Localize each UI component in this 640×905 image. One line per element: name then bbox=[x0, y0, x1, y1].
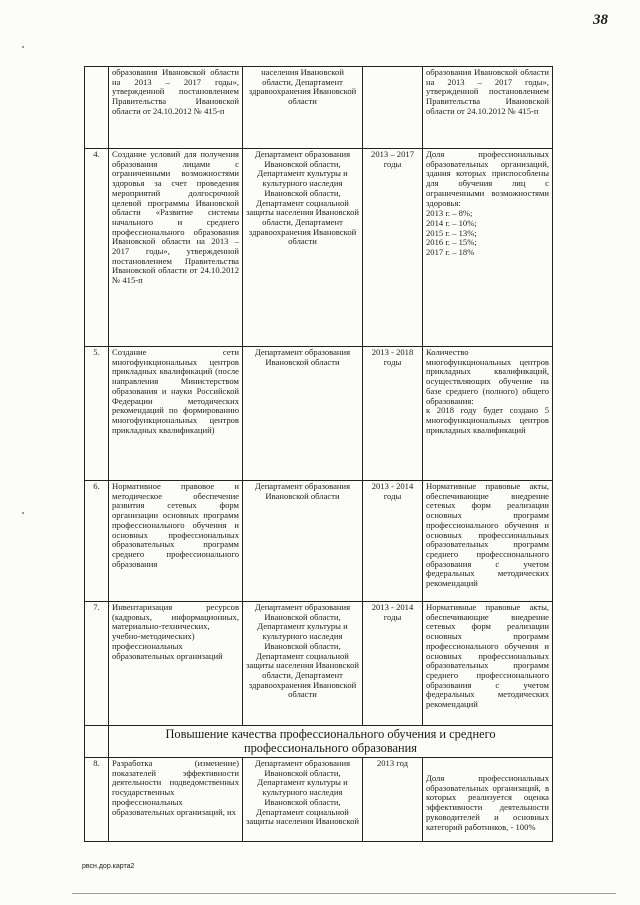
term-cell: 2013 - 2014 годы bbox=[363, 602, 423, 726]
activity-cell: Разработка (изменение) показателей эффективности деятельности подведомственных государственных профессиональных образовательных организаций, их bbox=[109, 758, 243, 842]
result-list bbox=[426, 209, 549, 258]
executor-cell: Департамент образования Ивановской области, Департамент культуры и культурного наследия Ивановской области, Департамент социальной защиты населения Ивановской области, Департамент здравоохранения Ивановской области bbox=[243, 602, 363, 726]
table-row bbox=[85, 602, 553, 726]
scan-edge-line bbox=[72, 893, 616, 894]
result-cell: Нормативные правовые акты, обеспечивающие внедрение сетевых форм реализации основных программ профессионального обучения и основных профессиональных образовательных программ среднего профессионального образования с учетом федеральных методических рекомендаций bbox=[423, 481, 553, 602]
row-number: 7. bbox=[85, 602, 109, 726]
executor-cell: Департамент образования Ивановской области bbox=[243, 347, 363, 481]
term-cell: 2013 - 2018 годы bbox=[363, 347, 423, 481]
list-item: 2014 г. – 10%; bbox=[426, 217, 477, 228]
row-number: 4. bbox=[85, 149, 109, 347]
row-number: 5. bbox=[85, 347, 109, 481]
executor-cell: Департамент образования Ивановской области bbox=[243, 481, 363, 602]
list-item: 2013 г. – 8%; bbox=[426, 208, 473, 219]
term-cell bbox=[363, 67, 423, 149]
activity-cell: Создание сети многофункциональных центров прикладных квалификаций (после направления Министерством образования и науки Российской Федерации методических рекомендаций по формированию многофункциональных центров прикладных квалификаций) bbox=[109, 347, 243, 481]
list-item: 2017 г. – 18% bbox=[426, 247, 475, 258]
result-cell: Нормативные правовые акты, обеспечивающие внедрение сетевых форм реализации основных программ профессионального обучения и основных профессиональных образовательных программ среднего профессионального образования с учетом федеральных методических рекомендаций bbox=[423, 602, 553, 726]
result-text: Доля профессиональных образовательных организаций, в которых реализуется оценка эффективности деятельности руководителей и основных категорий работников, - 100% bbox=[426, 773, 549, 832]
result-text: Доля профессиональных образовательных организаций, здания которых приспособлены для обучения лиц с ограниченными возможностями здоровья: bbox=[426, 149, 549, 208]
table-row bbox=[85, 347, 553, 481]
activity-cell: образования Ивановской области на 2013 – 2017 годы», утвержденной постановлением Правительства Ивановской области от 24.10.2012 № 415-п bbox=[109, 67, 243, 149]
table-row bbox=[85, 67, 553, 149]
executor-cell: Департамент образования Ивановской области, Департамент культуры и культурного наследия Ивановской области, Департамент социальной защиты населения Ивановской области, Департамент здравоохранения Ивановской области bbox=[243, 149, 363, 347]
section-title: Повышение качества профессионального обучения и среднего профессионального образования bbox=[109, 726, 553, 758]
section-spacer bbox=[85, 726, 109, 758]
scan-speck bbox=[22, 46, 24, 48]
section-row bbox=[85, 726, 553, 758]
activity-cell: Инвентаризация ресурсов (кадровых, информационных, материально-технических, учебно-методических) профессиональных образовательных организаций bbox=[109, 602, 243, 726]
roadmap-table bbox=[84, 66, 553, 842]
footer-filename: рвсн.дор.карта2 bbox=[82, 863, 135, 870]
row-number: 6. bbox=[85, 481, 109, 602]
result-cell: образования Ивановской области на 2013 – 2017 годы», утвержденной постановлением Правительства Ивановской области от 24.10.2012 № 415-п bbox=[423, 67, 553, 149]
list-item: 2015 г. – 13%; bbox=[426, 227, 477, 238]
result-cell bbox=[423, 758, 553, 842]
table-row bbox=[85, 758, 553, 842]
table-row bbox=[85, 481, 553, 602]
list-item: 2016 г. – 15%; bbox=[426, 237, 477, 248]
result-cell bbox=[423, 149, 553, 347]
row-number: 8. bbox=[85, 758, 109, 842]
activity-cell: Создание условий для получения образования лицами с ограниченными возможностями здоровья за счет проведения мероприятий долгосрочной целевой программы Ивановской области «Развитие системы начального и среднего профессионального образования Ивановской области на 2013 – 2017 годы», утвержденной постановлением Правительства Ивановской области от 24.10.2012 № 415-п bbox=[109, 149, 243, 347]
term-cell: 2013 - 2014 годы bbox=[363, 481, 423, 602]
page-number: 38 bbox=[593, 12, 608, 28]
result-cell: Количество многофункциональных центров прикладных квалификаций, осуществляющих обучение на базе среднего (полного) общего образования: к 2018 году будет создано 5 многофункциональных центров прикладных квалификаций bbox=[423, 347, 553, 481]
term-cell: 2013 год bbox=[363, 758, 423, 842]
scan-speck bbox=[22, 512, 24, 514]
executor-cell: Департамент образования Ивановской области, Департамент культуры и культурного наследия Ивановской области, Департамент социальной защиты населения Ивановской bbox=[243, 758, 363, 842]
row-number bbox=[85, 67, 109, 149]
executor-cell: населения Ивановской области, Департамент здравоохранения Ивановской области bbox=[243, 67, 363, 149]
term-cell: 2013 – 2017 годы bbox=[363, 149, 423, 347]
table-row bbox=[85, 149, 553, 347]
activity-cell: Нормативное правовое и методическое обеспечение развития сетевых форм организации основных программ профессионального обучения и основных профессиональных образовательных программ среднего профессионального образования bbox=[109, 481, 243, 602]
